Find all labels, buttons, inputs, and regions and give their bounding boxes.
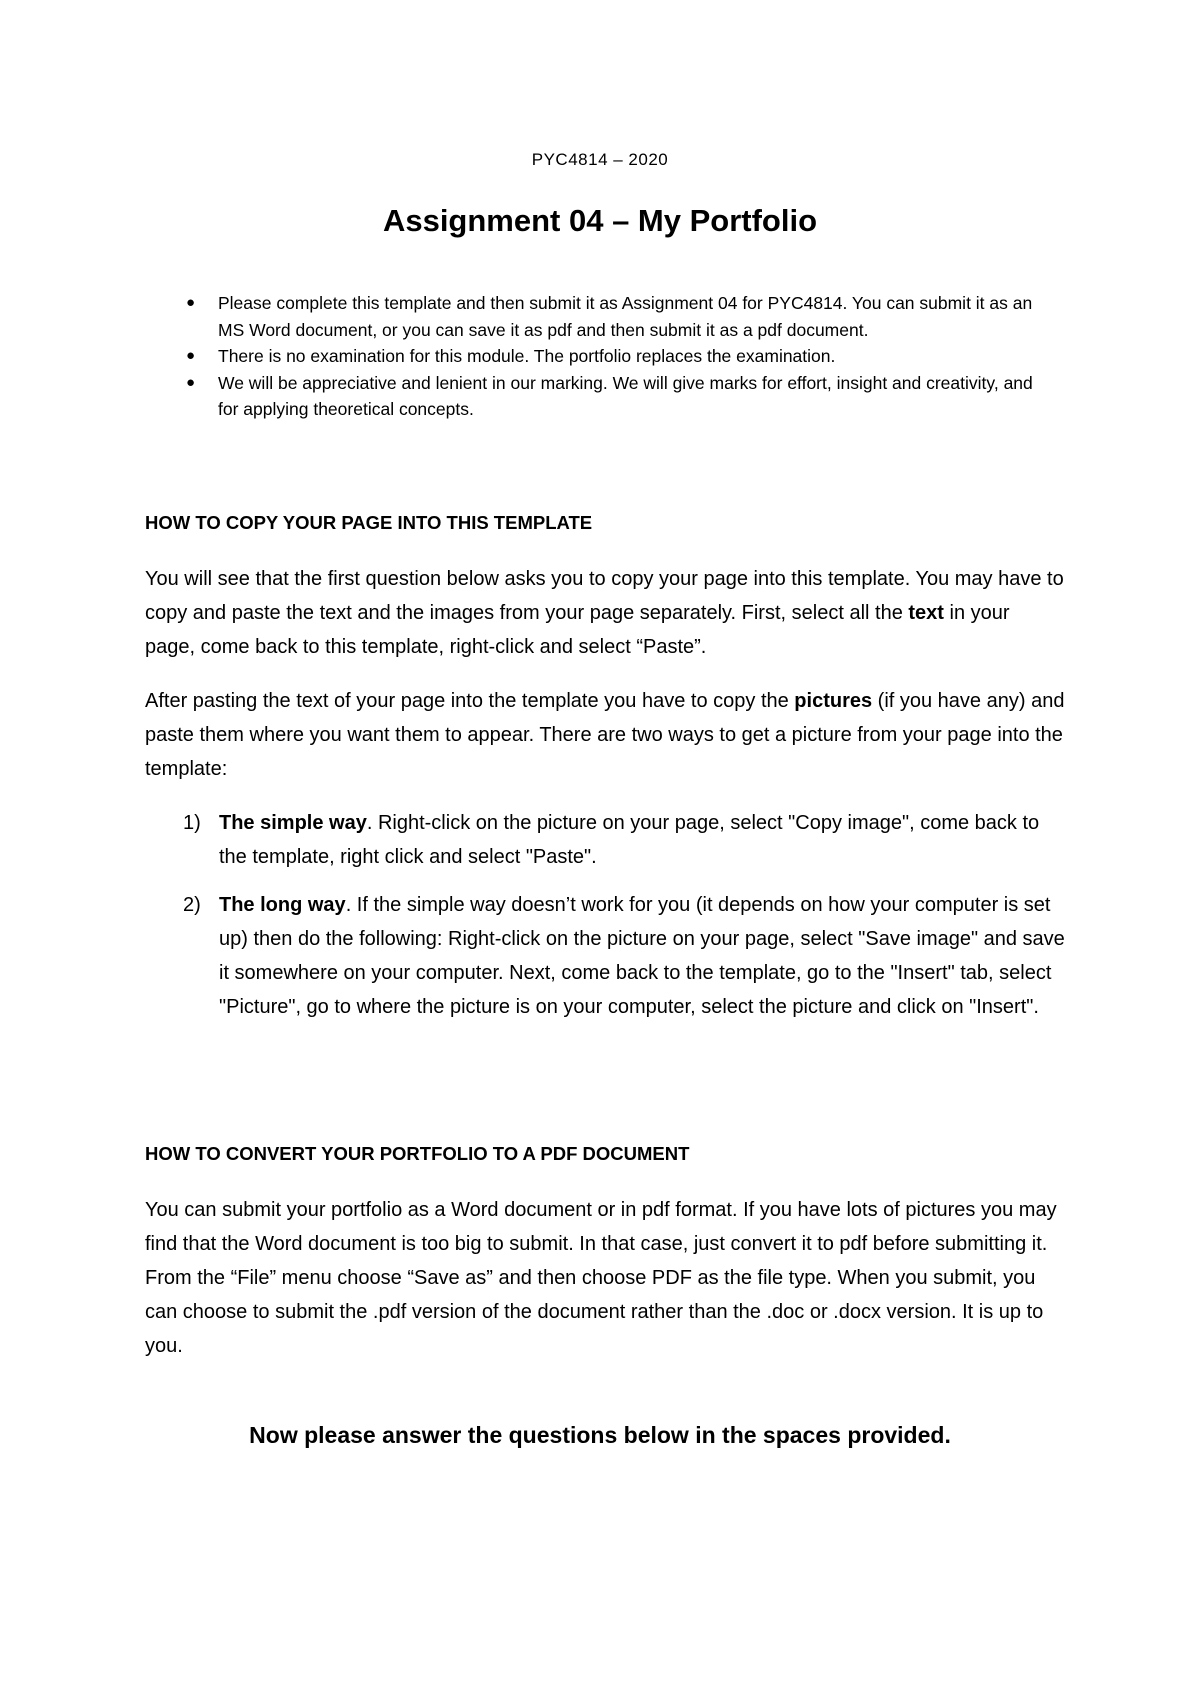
- intro-bullet-list: [170, 290, 1050, 423]
- list-item-text: Please complete this template and then submit it as Assignment 04 for PYC4814. You can submit it as an MS Word document, or you can save it as pdf and then submit it as a pdf document.: [218, 293, 1033, 340]
- step-number: 1): [183, 812, 201, 834]
- closing-instruction: Now please answer the questions below in the spaces provided.: [249, 1422, 951, 1448]
- pdf-paragraph: You can submit your portfolio as a Word document or in pdf format. If you have lots of pictures you may find that the Word document is too big to submit. In that case, just convert it to pdf before submitting it. From the “File” menu choose “Save as” and then choose PDF as the file type. When you submit, you can choose to submit the .pdf version of the document rather than the .doc or .docx version. It is up to you.: [145, 1199, 1057, 1357]
- course-code: PYC4814 – 2020: [531, 150, 669, 169]
- step-title: The simple way: [219, 812, 367, 834]
- copy-section-heading: HOW TO COPY YOUR PAGE INTO THIS TEMPLATE: [145, 512, 593, 533]
- copy-paragraph-1: [145, 562, 1065, 664]
- copy-paragraph-2: [145, 684, 1065, 786]
- bullet-icon: ●: [186, 294, 196, 311]
- paragraph-text: in your page, come back to this template, right-click and select “Paste”.: [145, 602, 1010, 658]
- paragraph-text: After pasting the text of your page into the template you have to copy the: [145, 690, 795, 712]
- page-title: Assignment 04 – My Portfolio: [382, 203, 818, 238]
- paragraph-bold-text: pictures: [794, 690, 873, 712]
- paragraph-text: (if you have any) and paste them where you want them to appear. There are two ways to get a picture from your page into the template:: [145, 690, 1065, 780]
- step-title: The long way: [219, 894, 346, 916]
- step-text: . If the simple way doesn’t work for you (it depends on how your computer is set up) then do the following: Right-click on the picture on your page, select "Save image" and save it somewhere on your computer. Next, come back to the template, go to the "Insert" tab, select "Picture", go to where the picture is on your computer, select the picture and click on "Insert".: [219, 894, 1065, 1018]
- bullet-icon: ●: [186, 373, 196, 391]
- list-item: [170, 370, 1050, 423]
- list-item: [145, 806, 1065, 874]
- paragraph-bold-text: text: [908, 602, 944, 624]
- paragraph-text: You will see that the first question below asks you to copy your page into this template. You may have to copy and paste the text and the images from your page separately. First, select all the: [145, 568, 1064, 624]
- pdf-section-heading: HOW TO CONVERT YOUR PORTFOLIO TO A PDF DOCUMENT: [145, 1143, 690, 1164]
- step-number: 2): [183, 894, 201, 916]
- list-item-text: There is no examination for this module. The portfolio replaces the examination.: [218, 346, 836, 366]
- copy-steps-list: [145, 806, 1065, 1024]
- bullet-icon: ●: [186, 347, 196, 364]
- list-item: [170, 290, 1050, 343]
- list-item: [145, 888, 1065, 1024]
- list-item-text: We will be appreciative and lenient in our marking. We will give marks for effort, insight and creativity, and for applying theoretical concepts.: [218, 372, 1033, 419]
- step-text: . Right-click on the picture on your page, select "Copy image", come back to the template, right click and select "Paste".: [219, 812, 1040, 868]
- list-item: [170, 343, 1050, 370]
